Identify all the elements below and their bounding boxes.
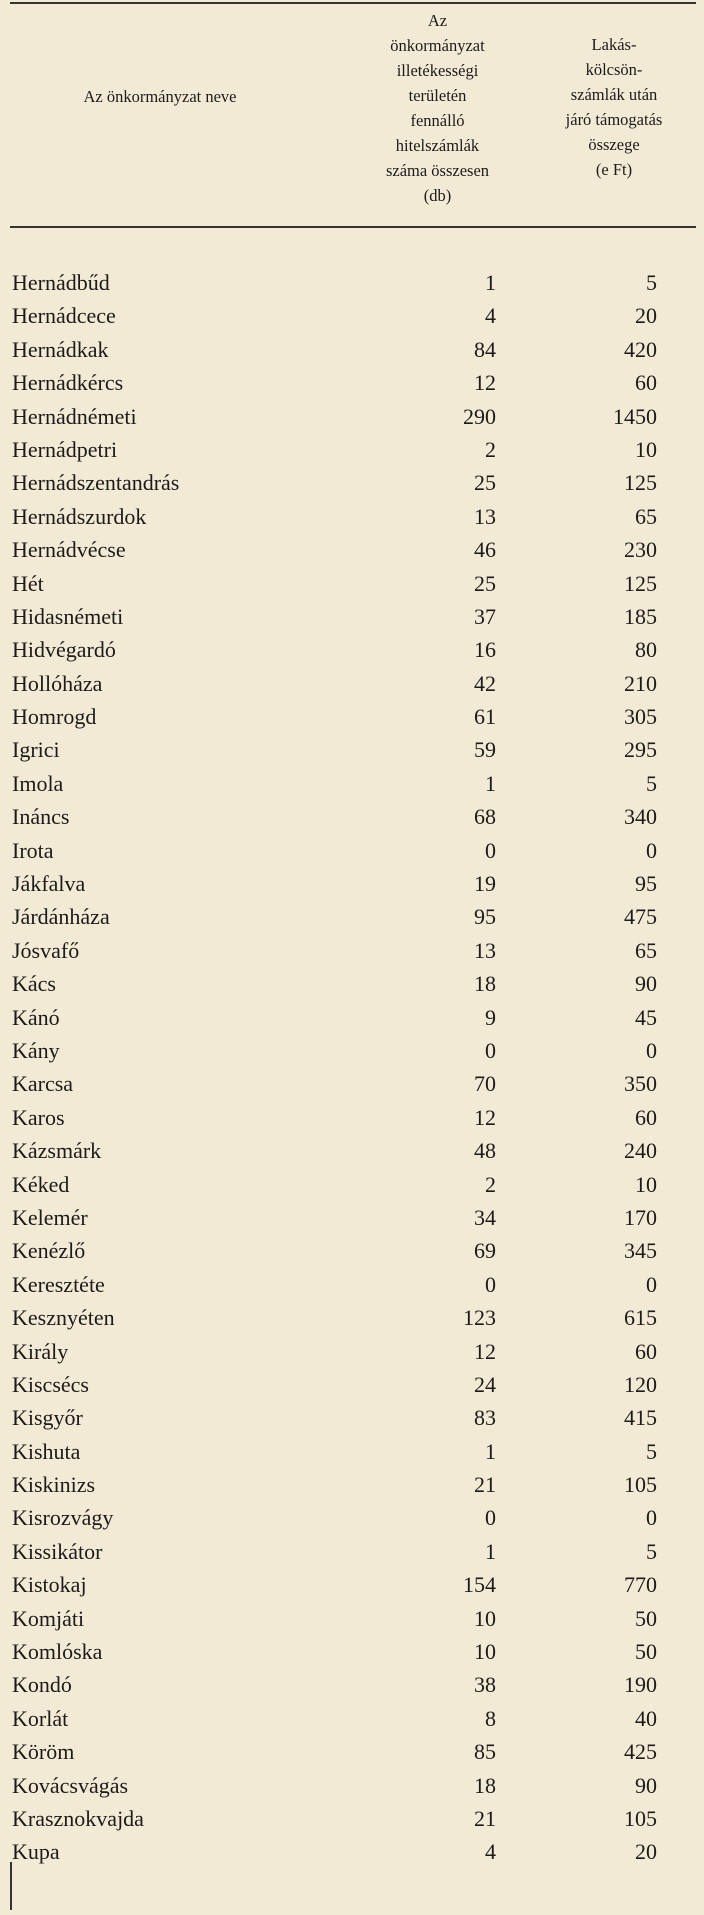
municipality-name: Hernádpetri xyxy=(12,436,118,462)
column-header-support-amount: Lakás- kölcsön- számlák után járó támogatás összege (e Ft) xyxy=(565,35,663,179)
municipality-name: Hét xyxy=(12,570,44,596)
support-amount: 90 xyxy=(635,971,657,997)
account-count: 154 xyxy=(463,1572,496,1598)
table-row xyxy=(10,299,696,332)
support-amount: 0 xyxy=(646,837,657,863)
municipality-name: Kishuta xyxy=(12,1438,81,1464)
table-row xyxy=(10,1769,696,1802)
account-count: 84 xyxy=(474,336,496,362)
municipality-name: Karos xyxy=(12,1104,65,1130)
account-count: 61 xyxy=(474,704,496,730)
municipality-name: Kánó xyxy=(12,1004,60,1030)
municipality-name: Jákfalva xyxy=(12,871,86,897)
support-amount: 1450 xyxy=(613,403,657,429)
municipality-name: Hidasnémeti xyxy=(12,603,124,629)
account-count: 95 xyxy=(474,904,496,930)
municipality-name: Kelemér xyxy=(12,1204,88,1230)
table-row xyxy=(10,1835,696,1868)
support-amount: 415 xyxy=(624,1405,657,1431)
table-row xyxy=(10,400,696,433)
account-count: 18 xyxy=(474,1772,496,1798)
table-row xyxy=(10,1602,696,1635)
table-row xyxy=(10,1201,696,1234)
table-row xyxy=(10,1702,696,1735)
table-row xyxy=(10,867,696,900)
support-amount: 105 xyxy=(624,1472,657,1498)
table-row xyxy=(10,500,696,533)
municipality-name: Kisgyőr xyxy=(12,1405,83,1431)
support-amount: 20 xyxy=(635,1839,657,1865)
support-amount: 350 xyxy=(624,1071,657,1097)
left-rule xyxy=(10,1862,12,1910)
table-row xyxy=(10,600,696,633)
table-row xyxy=(10,1268,696,1301)
table-row xyxy=(10,1468,696,1501)
table-row xyxy=(10,1735,696,1768)
account-count: 0 xyxy=(485,1505,496,1531)
header-rule xyxy=(10,226,696,228)
account-count: 0 xyxy=(485,837,496,863)
account-count: 21 xyxy=(474,1805,496,1831)
account-count: 1 xyxy=(485,1438,496,1464)
municipality-name: Király xyxy=(12,1338,69,1364)
support-amount: 185 xyxy=(624,603,657,629)
municipality-name: Igrici xyxy=(12,737,60,763)
account-count: 1 xyxy=(485,1538,496,1564)
municipality-name: Hernádbűd xyxy=(12,270,110,295)
municipality-name: Hernádnémeti xyxy=(12,403,137,429)
support-amount: 5 xyxy=(646,1438,657,1464)
table-row xyxy=(10,1034,696,1067)
municipality-name: Hernádcece xyxy=(12,303,116,329)
municipality-name: Keresztéte xyxy=(12,1271,105,1297)
table-row xyxy=(10,1001,696,1034)
table-row xyxy=(10,333,696,366)
municipality-name: Kiskinizs xyxy=(12,1472,96,1498)
account-count: 68 xyxy=(474,804,496,830)
account-count: 37 xyxy=(474,603,496,629)
municipality-name: Hernádkak xyxy=(12,336,109,362)
support-amount: 5 xyxy=(646,270,657,295)
municipality-name: Kovácsvágás xyxy=(12,1772,129,1798)
support-amount: 240 xyxy=(624,1138,657,1164)
account-count: 19 xyxy=(474,871,496,897)
support-amount: 0 xyxy=(646,1037,657,1063)
municipality-name: Irota xyxy=(12,837,54,863)
table-row xyxy=(10,1101,696,1134)
municipality-name: Kács xyxy=(12,971,56,997)
support-amount: 45 xyxy=(635,1004,657,1030)
support-amount: 125 xyxy=(624,470,657,496)
support-amount: 5 xyxy=(646,1538,657,1564)
account-count: 4 xyxy=(485,303,496,329)
table-row xyxy=(10,1668,696,1701)
municipality-name: Kázsmárk xyxy=(12,1138,102,1164)
column-header-account-count: Az önkormányzat illetékességi területén fennálló hitelszámlák száma összesen (db) xyxy=(385,11,490,205)
account-count: 1 xyxy=(485,270,496,295)
table-row xyxy=(10,1335,696,1368)
account-count: 12 xyxy=(474,1104,496,1130)
account-count: 13 xyxy=(474,503,496,529)
municipality-name: Hernádkércs xyxy=(12,370,124,396)
account-count: 2 xyxy=(485,436,496,462)
column-header-name: Az önkormányzat neve xyxy=(83,87,237,106)
account-count: 83 xyxy=(474,1405,496,1431)
top-rule xyxy=(10,2,696,4)
account-count: 59 xyxy=(474,737,496,763)
support-amount: 80 xyxy=(635,637,657,663)
table-row xyxy=(10,967,696,1000)
support-amount: 60 xyxy=(635,1338,657,1364)
support-amount: 0 xyxy=(646,1505,657,1531)
municipality-name: Hidvégardó xyxy=(12,637,116,663)
account-count: 10 xyxy=(474,1605,496,1631)
support-amount: 10 xyxy=(635,436,657,462)
municipality-name: Imola xyxy=(12,770,64,796)
table-row xyxy=(10,800,696,833)
table-row xyxy=(10,466,696,499)
municipality-name: Kistokaj xyxy=(12,1572,87,1598)
support-amount: 125 xyxy=(624,570,657,596)
account-count: 8 xyxy=(485,1705,496,1731)
account-count: 9 xyxy=(485,1004,496,1030)
table-row xyxy=(10,1535,696,1568)
table-row xyxy=(10,934,696,967)
account-count: 69 xyxy=(474,1238,496,1264)
table-row xyxy=(10,1301,696,1334)
table-row xyxy=(10,1568,696,1601)
support-amount: 345 xyxy=(624,1238,657,1264)
table-row xyxy=(10,366,696,399)
account-count: 85 xyxy=(474,1739,496,1765)
account-count: 123 xyxy=(463,1305,496,1331)
account-count: 13 xyxy=(474,937,496,963)
municipality-name: Kissikátor xyxy=(12,1538,103,1564)
support-amount: 295 xyxy=(624,737,657,763)
table-row xyxy=(10,1067,696,1100)
account-count: 0 xyxy=(485,1037,496,1063)
table-row xyxy=(10,900,696,933)
account-count: 2 xyxy=(485,1171,496,1197)
support-amount: 60 xyxy=(635,370,657,396)
municipality-name: Kenézlő xyxy=(12,1238,86,1264)
table-row xyxy=(10,767,696,800)
municipality-name: Korlát xyxy=(12,1705,69,1731)
account-count: 25 xyxy=(474,470,496,496)
table-row xyxy=(10,433,696,466)
municipality-name: Homrogd xyxy=(12,704,97,730)
support-amount: 230 xyxy=(624,537,657,563)
table-row xyxy=(10,1501,696,1534)
table-row xyxy=(10,633,696,666)
support-amount: 190 xyxy=(624,1672,657,1698)
municipality-name: Karcsa xyxy=(12,1071,74,1097)
table-row xyxy=(10,533,696,566)
support-amount: 0 xyxy=(646,1271,657,1297)
table-row xyxy=(10,567,696,600)
account-count: 21 xyxy=(474,1472,496,1498)
support-amount: 90 xyxy=(635,1772,657,1798)
table-row xyxy=(10,667,696,700)
account-count: 290 xyxy=(463,403,496,429)
municipality-name: Kiscsécs xyxy=(12,1371,89,1397)
support-amount: 10 xyxy=(635,1171,657,1197)
account-count: 12 xyxy=(474,370,496,396)
support-amount: 770 xyxy=(624,1572,657,1598)
support-amount: 50 xyxy=(635,1605,657,1631)
table-body xyxy=(10,266,696,1869)
municipality-name: Komlóska xyxy=(12,1639,103,1665)
account-count: 24 xyxy=(474,1371,496,1397)
support-amount: 420 xyxy=(624,336,657,362)
municipality-name: Kesznyéten xyxy=(12,1305,115,1331)
account-count: 46 xyxy=(474,537,496,563)
support-amount: 615 xyxy=(624,1305,657,1331)
account-count: 12 xyxy=(474,1338,496,1364)
table-row xyxy=(10,1401,696,1434)
table-row xyxy=(10,700,696,733)
support-amount: 65 xyxy=(635,937,657,963)
support-amount: 120 xyxy=(624,1371,657,1397)
table-header xyxy=(10,8,696,222)
municipality-name: Jósvafő xyxy=(12,937,80,963)
table-row xyxy=(10,1234,696,1267)
municipality-name: Hernádvécse xyxy=(12,537,126,563)
support-amount: 65 xyxy=(635,503,657,529)
account-count: 34 xyxy=(474,1204,496,1230)
support-amount: 425 xyxy=(624,1739,657,1765)
account-count: 25 xyxy=(474,570,496,596)
support-amount: 170 xyxy=(624,1204,657,1230)
account-count: 48 xyxy=(474,1138,496,1164)
support-amount: 475 xyxy=(624,904,657,930)
table-row xyxy=(10,1168,696,1201)
account-count: 38 xyxy=(474,1672,496,1698)
account-count: 4 xyxy=(485,1839,496,1865)
account-count: 42 xyxy=(474,670,496,696)
support-amount: 210 xyxy=(624,670,657,696)
municipality-name: Komjáti xyxy=(12,1605,85,1631)
municipality-name: Köröm xyxy=(12,1739,75,1765)
support-amount: 340 xyxy=(624,804,657,830)
account-count: 0 xyxy=(485,1271,496,1297)
table-row xyxy=(10,834,696,867)
account-count: 10 xyxy=(474,1639,496,1665)
municipality-name: Kéked xyxy=(12,1171,70,1197)
account-count: 16 xyxy=(474,637,496,663)
support-amount: 105 xyxy=(624,1805,657,1831)
table-row xyxy=(10,1134,696,1167)
municipality-name: Kány xyxy=(12,1037,60,1063)
table-row xyxy=(10,1435,696,1468)
municipality-name: Járdánháza xyxy=(12,904,110,930)
municipality-name: Kondó xyxy=(12,1672,72,1698)
support-amount: 60 xyxy=(635,1104,657,1130)
municipality-name: Kupa xyxy=(12,1839,60,1865)
municipality-name: Kisrozvágy xyxy=(12,1505,114,1531)
table-row xyxy=(10,1635,696,1668)
municipality-name: Hernádszurdok xyxy=(12,503,147,529)
account-count: 70 xyxy=(474,1071,496,1097)
municipality-name: Krasznokvajda xyxy=(12,1805,144,1831)
account-count: 1 xyxy=(485,770,496,796)
support-amount: 20 xyxy=(635,303,657,329)
support-amount: 95 xyxy=(635,871,657,897)
table-row xyxy=(10,1802,696,1835)
support-amount: 305 xyxy=(624,704,657,730)
table-row xyxy=(10,1368,696,1401)
municipality-name: Ináncs xyxy=(12,804,70,830)
account-count: 18 xyxy=(474,971,496,997)
table-row xyxy=(10,266,696,299)
municipality-name: Hollóháza xyxy=(12,670,103,696)
support-amount: 5 xyxy=(646,770,657,796)
table-row xyxy=(10,733,696,766)
support-amount: 50 xyxy=(635,1639,657,1665)
support-amount: 40 xyxy=(635,1705,657,1731)
municipality-name: Hernádszentandrás xyxy=(12,470,180,496)
